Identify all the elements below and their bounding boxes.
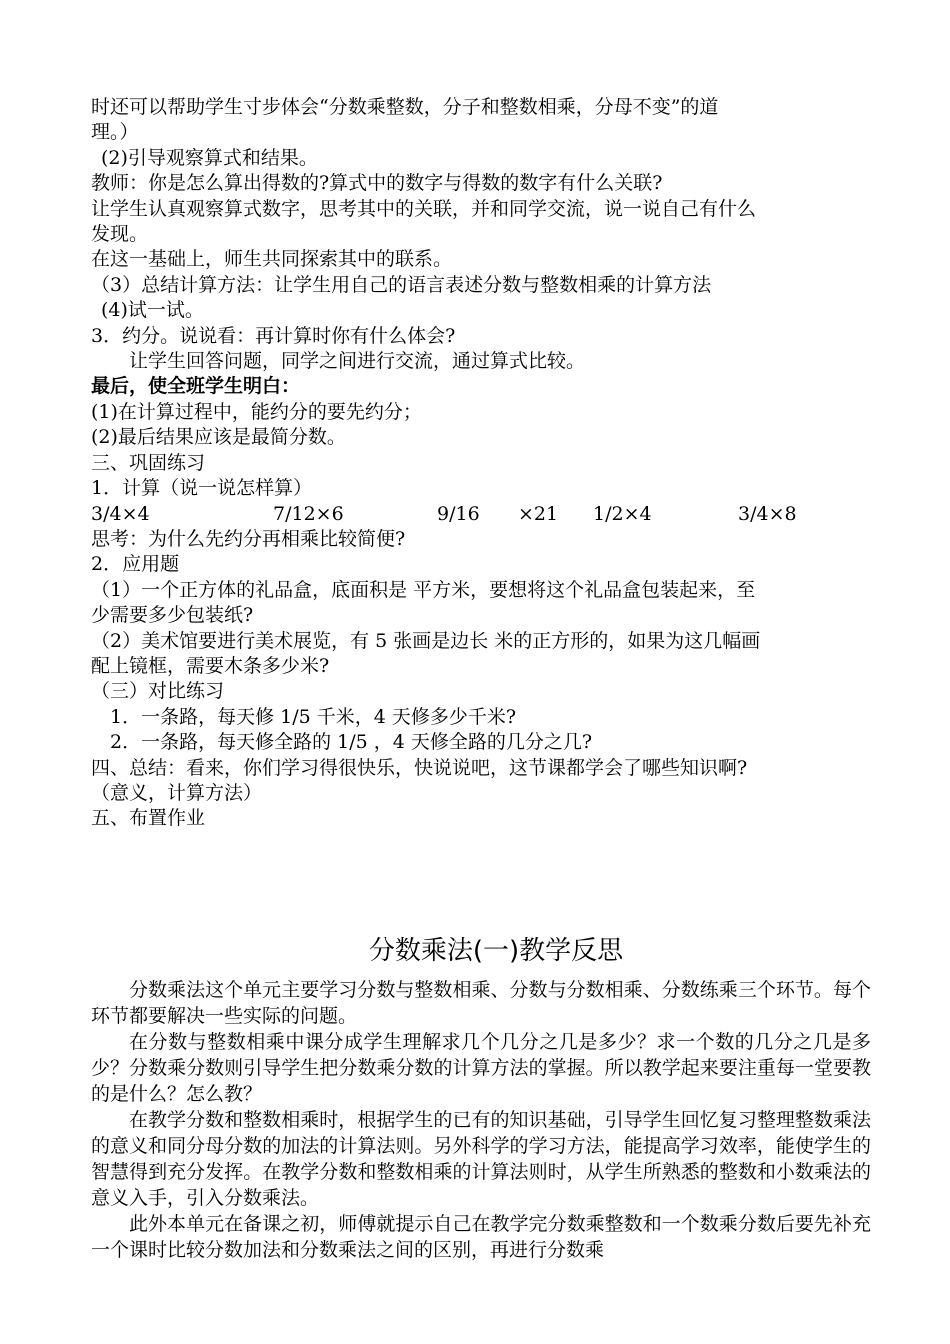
calc-item: 9/16 <box>437 502 480 525</box>
question-line: （1）一个正方体的礼品盒，底面积是 平方米，要想将这个礼品盒包装起来，至 <box>91 578 756 601</box>
text-line: (2)引导观察算式和结果。 <box>101 146 318 169</box>
blank-space <box>91 832 871 931</box>
calc-item: 3/4×4 <box>91 502 150 525</box>
document-page <box>91 95 871 1263</box>
calc-item: 3/4×8 <box>738 502 797 525</box>
text-line: 1．计算（说一说怎样算） <box>91 477 313 500</box>
summary-line: （意义，计算方法） <box>91 781 263 804</box>
reflection-paragraph: 在分数与整数相乘中课分成学生理解求几个几分之几是多少？求一个数的几分之几是多少？分数乘分数则引导学生把分数乘分数的计算方法的掌握。所以教学起来要注重每一堂要教的是什么？怎么教？ <box>91 1030 871 1105</box>
reflection-title: 分数乘法(一)教学反思 <box>368 935 624 966</box>
question-line: 少需要多少包装纸? <box>91 604 254 627</box>
reflection-paragraph: 分数乘法这个单元主要学习分数与整数相乘、分数与分数相乘、分数练乘三个环节。每个环节都要解决一些实际的问题。 <box>91 978 871 1027</box>
section-heading: （三）对比练习 <box>91 680 225 703</box>
calc-item: ×21 <box>518 502 559 525</box>
summary-line: 四、总结：看来，你们学习得很快乐，快说说吧，这节课都学会了哪些知识啊? <box>91 756 748 779</box>
contrast-item: 1．一条路，每天修 1/5 千米，4 天修多少千米? <box>110 705 517 728</box>
question-line: 配上镜框，需要木条多少米? <box>91 654 330 677</box>
reflection-paragraph: 在教学分数和整数相乘时，根据学生的已有的知识基础，引导学生回忆复习整理整数乘法的意义和同分母分数的加法的计算法则。另外科学的学习方法，能提高学习效率，能使学生的智慧得到充分发挥。在教学分数和整数相乘的计算法则时，从学生所熟悉的整数和小数乘法的意义入手，引入分数乘法。 <box>91 1108 871 1209</box>
section-heading-bold: 最后，使全班学生明白： <box>91 375 301 398</box>
reflection-paragraph: 此外本单元在备课之初，师傅就提示自己在教学完分数乘整数和一个数乘分数后要先补充一个课时比较分数加法和分数乘法之间的区别，再进行分数乘 <box>91 1212 871 1261</box>
calc-item: 1/2×4 <box>593 502 652 525</box>
text-line: (1)在计算过程中，能约分的要先约分； <box>91 400 422 423</box>
text-line: （3）总结计算方法：让学生用自己的语言表述分数与整数相乘的计算方法 <box>91 273 712 296</box>
text-line: 教师：你是怎么算出得数的?算式中的数字与得数的数字有什么关联? <box>91 172 663 195</box>
text-line: (4)试一试。 <box>101 299 204 322</box>
section-heading: 五、布置作业 <box>91 807 206 830</box>
text-line: 在这一基础上，师生共同探索其中的联系。 <box>91 248 453 271</box>
text-line: 2．应用题 <box>91 553 180 576</box>
text-line: 理。） <box>91 121 139 144</box>
contrast-item: 2．一条路，每天修全路的 1/5 ，4 天修全路的几分之几? <box>110 731 593 754</box>
text-line: 时还可以帮助学生寸步体会“分数乘整数，分子和整数相乘，分母不变”的道 <box>91 96 719 118</box>
calc-item: 7/12×6 <box>273 502 344 525</box>
calculation-row <box>91 502 871 527</box>
text-line: 让学生回答问题，同学之间进行交流，通过算式比较。 <box>129 350 586 373</box>
text-line: (2)最后结果应该是最简分数。 <box>91 426 346 449</box>
question-line: （2）美术馆要进行美术展览，有 5 张画是边长 米的正方形的，如果为这几幅画 <box>91 629 761 652</box>
text-line: 3．约分。说说看：再计算时你有什么体会? <box>91 324 456 347</box>
text-line: 发现。 <box>91 223 149 246</box>
section-heading: 三、巩固练习 <box>91 451 206 474</box>
text-line: 思考：为什么先约分再相乘比较简便? <box>91 527 406 550</box>
text-line: 让学生认真观察算式数字，思考其中的关联，并和同学交流，说一说自己有什么 <box>91 197 757 220</box>
